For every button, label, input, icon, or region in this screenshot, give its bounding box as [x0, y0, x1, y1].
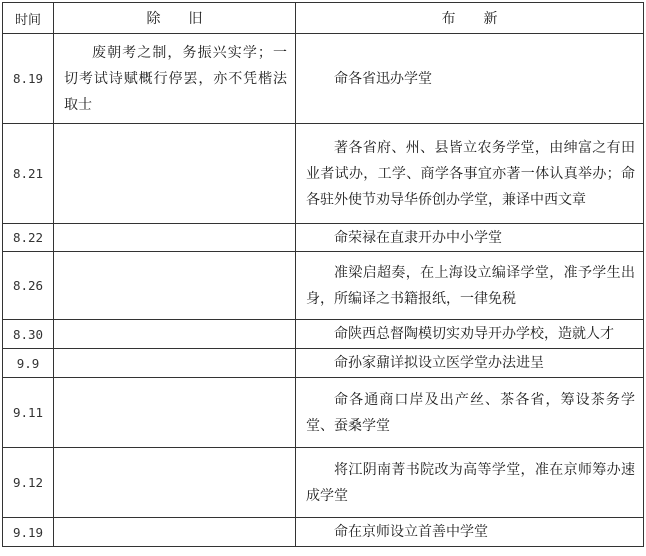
- reform-table: [2, 2, 644, 547]
- table-row: [3, 124, 644, 224]
- new-text: 命各省迅办学堂: [334, 70, 432, 87]
- date-cell: 8.26: [3, 252, 54, 320]
- new-cell: [296, 34, 644, 124]
- table-row: [3, 448, 644, 518]
- new-text: 将江阴南菁书院改为高等学堂，准在京师筹办速成学堂: [306, 461, 635, 504]
- new-cell: [296, 349, 644, 378]
- date-cell: 9.11: [3, 378, 54, 448]
- new-text: 命荣禄在直隶开办中小学堂: [334, 229, 502, 246]
- table-row: [3, 224, 644, 252]
- new-text: 准梁启超奏，在上海设立编译学堂，准予学生出身，所编译之书籍报纸，一律免税: [306, 264, 635, 307]
- old-cell: [54, 124, 296, 224]
- new-cell: [296, 448, 644, 518]
- new-cell: [296, 124, 644, 224]
- new-cell: [296, 378, 644, 448]
- table-row: [3, 320, 644, 349]
- date-cell: 9.12: [3, 448, 54, 518]
- new-text: 著各省府、州、县皆立农务学堂，由绅富之有田业者试办，工学、商学各事宜亦著一体认真举办；命各驻外使节劝导华侨创办学堂，兼译中西文章: [306, 139, 635, 208]
- header-new: 布 新: [296, 3, 644, 34]
- new-text: 命孙家鼐详拟设立医学堂办法进呈: [334, 355, 544, 371]
- date-cell: 9.9: [3, 349, 54, 378]
- table-row: [3, 349, 644, 378]
- new-cell: [296, 320, 644, 349]
- old-cell: [54, 378, 296, 448]
- date-cell: 9.19: [3, 518, 54, 547]
- old-cell: [54, 320, 296, 349]
- old-cell: [54, 349, 296, 378]
- date-cell: 8.30: [3, 320, 54, 349]
- table-row: [3, 378, 644, 448]
- old-cell: [54, 252, 296, 320]
- new-cell: [296, 252, 644, 320]
- old-cell: [54, 34, 296, 124]
- header-time: 时间: [3, 3, 54, 34]
- table-row: [3, 518, 644, 547]
- date-cell: 8.19: [3, 34, 54, 124]
- header-old: 除 旧: [54, 3, 296, 34]
- old-cell: [54, 448, 296, 518]
- new-cell: [296, 518, 644, 547]
- old-cell: [54, 518, 296, 547]
- old-cell: [54, 224, 296, 252]
- table-row: [3, 34, 644, 124]
- old-text: 废朝考之制，务振兴实学；一切考试诗赋概行停罢，亦不凭楷法取士: [64, 44, 287, 113]
- date-cell: 8.21: [3, 124, 54, 224]
- new-cell: [296, 224, 644, 252]
- date-cell: 8.22: [3, 224, 54, 252]
- new-text: 命各通商口岸及出产丝、茶各省，筹设茶务学堂、蚕桑学堂: [306, 391, 635, 434]
- new-text: 命陕西总督陶模切实劝导开办学校，造就人才: [334, 326, 614, 342]
- new-text: 命在京师设立首善中学堂: [334, 524, 488, 540]
- table-row: [3, 252, 644, 320]
- header-row: [3, 3, 644, 34]
